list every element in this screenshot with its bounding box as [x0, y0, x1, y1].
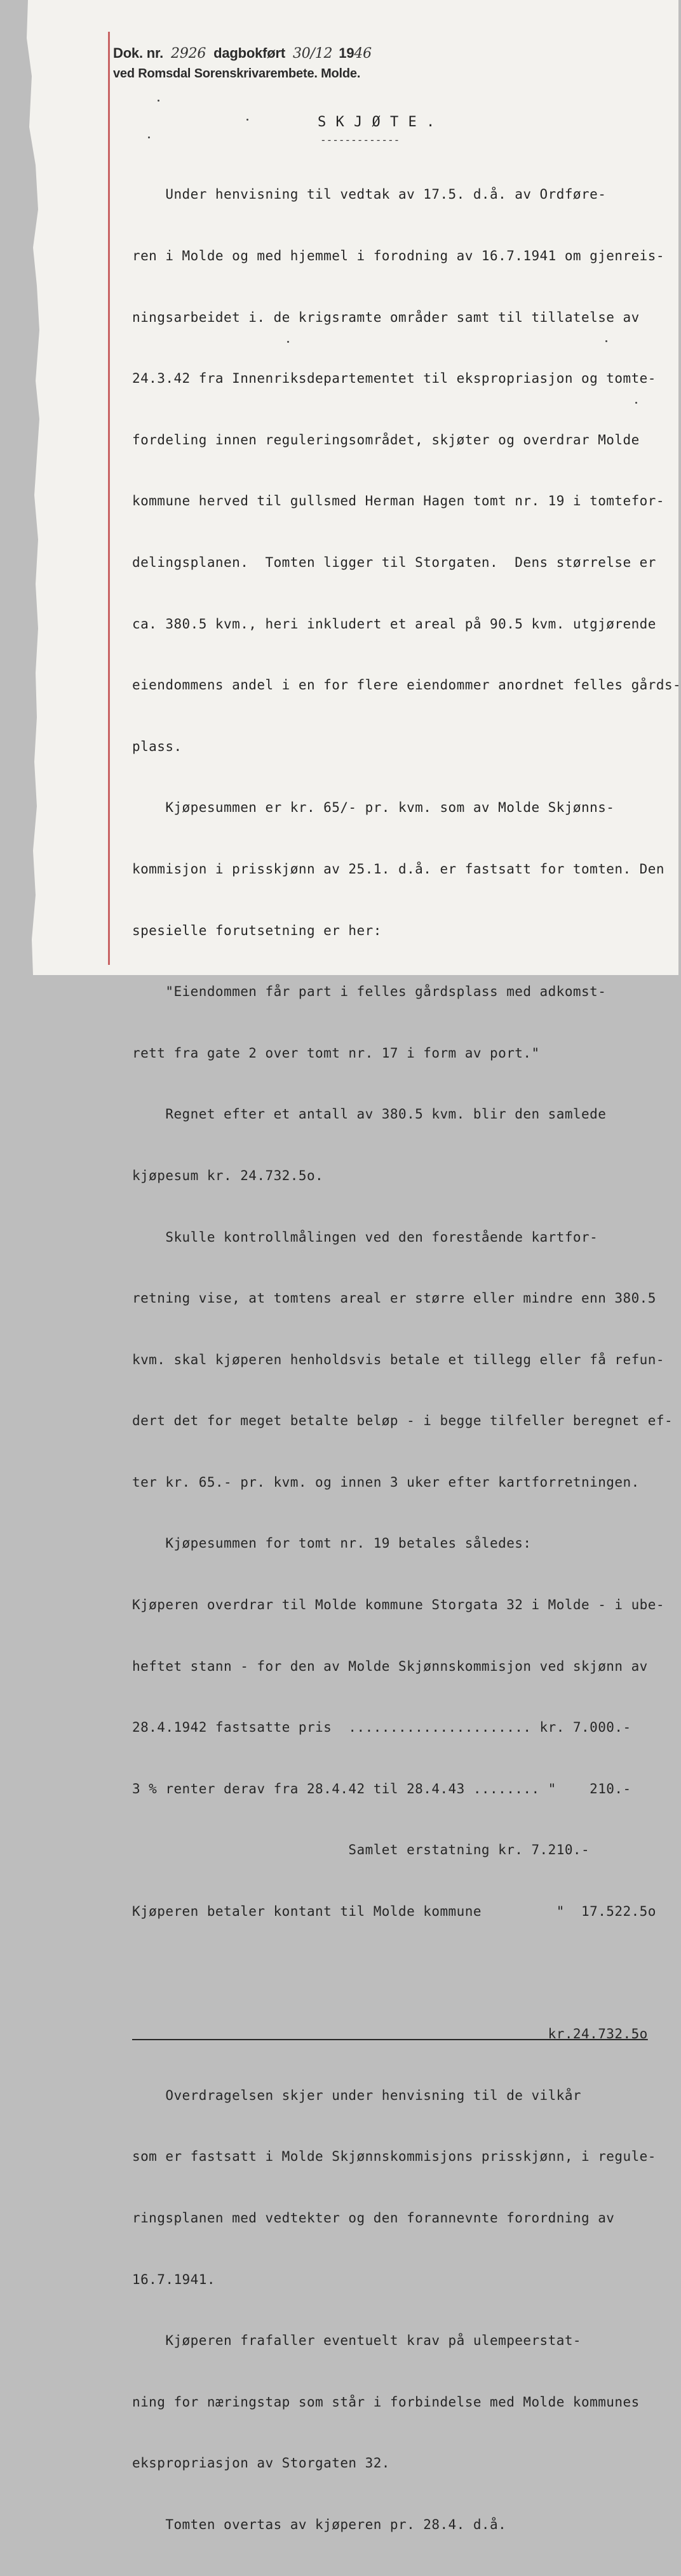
text-line: Kjøpesummen for tomt nr. 19 betales således:: [132, 1536, 532, 1551]
text-line: Regnet efter et antall av 380.5 kvm. blir den samlede: [132, 1106, 607, 1122]
handwritten-year: 46: [354, 46, 372, 62]
registration-stamp: [113, 43, 372, 83]
ink-speck: [635, 402, 637, 404]
text-line: ringsplanen med vedtekter og den forannevnte forordning av: [132, 2210, 615, 2226]
text-line: Skulle kontrollmålingen ved den forestående kartfor-: [132, 1229, 598, 1245]
text-line: som er fastsatt i Molde Skjønnskommisjons prisskjønn, i regule-: [132, 2149, 656, 2165]
ink-speck: [605, 340, 607, 342]
text-line: kommisjon i prisskjønn av 25.1. d.å. er fastsatt for tomten. Den: [132, 861, 664, 877]
text-line: 3 % renter derav fra 28.4.42 til 28.4.43 ........ " 210.-: [132, 1781, 631, 1796]
total-line: kr.24.732.5o: [132, 2026, 648, 2042]
text-line: [132, 1963, 666, 1983]
text-line: retning vise, at tomtens areal er større eller mindre enn 380.5: [132, 1291, 656, 1306]
text-line: ter kr. 65.- pr. kvm. og innen 3 uker efter kartforretningen.: [132, 1474, 640, 1490]
text-line: rett fra gate 2 over tomt nr. 17 i form av port.": [132, 1045, 540, 1061]
text-line: 24.3.42 fra Innenriksdepartementet til ekspropriasjon og tomte-: [132, 371, 656, 387]
text-line: Kjøpesummen er kr. 65/- pr. kvm. som av Molde Skjønns-: [132, 800, 615, 816]
text-line: kjøpesum kr. 24.732.5o.: [132, 1167, 324, 1183]
text-line: delingsplanen. Tomten ligger til Storgaten. Dens størrelse er: [132, 554, 656, 570]
ink-speck: [246, 119, 248, 121]
text-line: Samlet erstatning kr. 7.210.-: [132, 1842, 590, 1858]
title-underline: -------------: [320, 134, 400, 146]
ink-speck: [287, 341, 289, 343]
text-line: 28.4.1942 fastsatte pris ...................... kr. 7.000.-: [132, 1720, 631, 1736]
text-line: Tomten overtas av kjøperen pr. 28.4. d.å.: [132, 2516, 507, 2532]
stamp-label-dagbok: dagbokført: [213, 45, 286, 61]
text-line: ning for næringstap som står i forbindelse med Molde kommunes: [132, 2394, 640, 2410]
text-line: Overdragelsen skjer under henvisning til de vilkår: [132, 2087, 582, 2103]
handwritten-date: 30/12: [292, 46, 333, 62]
red-margin-line: [108, 32, 110, 965]
text-line: ningsarbeidet i. de krigsramte områder samt til tillatelse av: [132, 309, 640, 325]
text-line: heftet stann - for den av Molde Skjønnskommisjon ved skjønn av: [132, 1658, 648, 1674]
text-line: Under henvisning til vedtak av 17.5. d.å. av Ordføre-: [132, 187, 607, 202]
ink-speck: [158, 100, 159, 102]
text-line: plass.: [132, 738, 182, 754]
stamp-line-1: [113, 43, 372, 64]
text-line: spesielle forutsetning er her:: [132, 922, 382, 938]
text-line: "Eiendommen får part i felles gårdsplass med adkomst-: [132, 984, 607, 1000]
torn-paper-edge: [0, 0, 44, 975]
text-line: kvm. skal kjøperen henholdsvis betale et tillegg eller få refun-: [132, 1351, 664, 1367]
document-title: S K J Ø T E .: [318, 114, 436, 130]
document-body: [132, 143, 681, 2576]
text-line: eiendommens andel i en for flere eiendommer anordnet felles gårds-: [132, 677, 681, 693]
text-line: ekspropriasjon av Storgaten 32.: [132, 2455, 390, 2471]
handwritten-doc-number: 2926: [171, 46, 206, 62]
stamp-office: ved Romsdal Sorenskrivarembete. Molde.: [113, 67, 361, 81]
text-line: 16.7.1941.: [132, 2271, 215, 2287]
ink-speck: [148, 136, 150, 138]
text-line: fordeling innen reguleringsområdet, skjøter og overdrar Molde: [132, 432, 640, 448]
stamp-label-dok: Dok. nr.: [113, 45, 164, 61]
text-line: Kjøperen frafaller eventuelt krav på ulempeerstat-: [132, 2333, 582, 2349]
text-line: Kjøperen overdrar til Molde kommune Storgata 32 i Molde - i ube-: [132, 1597, 664, 1613]
text-line: Kjøperen betaler kontant til Molde kommune " 17.522.5o: [132, 1904, 656, 1920]
text-line: ren i Molde og med hjemmel i forodning av 16.7.1941 om gjenreis-: [132, 248, 664, 263]
text-line: kommune herved til gullsmed Herman Hagen tomt nr. 19 i tomtefor-: [132, 493, 664, 509]
text-line: dert det for meget betalte beløp - i begge tilfeller beregnet ef-: [132, 1413, 673, 1429]
stamp-year-printed: 19: [339, 45, 354, 61]
text-line: ca. 380.5 kvm., heri inkludert et areal på 90.5 kvm. utgjørende: [132, 616, 656, 632]
